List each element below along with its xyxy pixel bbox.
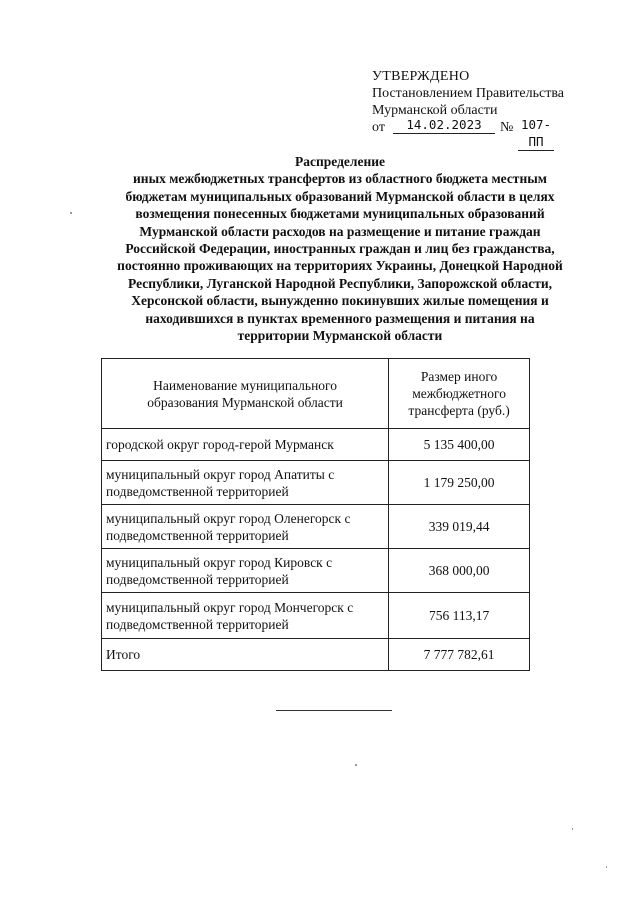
approval-number: 107-ПП — [518, 116, 554, 151]
scan-speck — [355, 764, 357, 766]
number-prefix: № — [500, 120, 514, 135]
document-title — [80, 153, 600, 344]
title-line: Российской Федерации, иностранных граждан и лиц без гражданства, — [125, 241, 555, 257]
amount-cell: 5 135 400,00 — [389, 429, 530, 461]
municipality-cell: городской округ город-герой Мурманск — [102, 429, 389, 461]
scan-speck — [606, 866, 607, 868]
title-line: Распределение — [294, 154, 386, 169]
scan-speck — [70, 212, 72, 214]
title-line: постоянно проживающих на территориях Украины, Донецкой Народной — [117, 258, 563, 274]
table-row — [102, 593, 530, 639]
municipality-cell: муниципальный округ город Апатиты с подведомственной территорией — [102, 461, 389, 505]
title-line: иных межбюджетных трансфертов из областного бюджета местным — [133, 171, 547, 187]
title-line: находившихся в пунктах временного размещения и питания на — [145, 310, 535, 326]
table-total-row — [102, 639, 530, 671]
title-line: возмещения понесенных бюджетами муниципальных образований — [135, 206, 545, 222]
table-row — [102, 505, 530, 549]
amount-cell: 339 019,44 — [389, 505, 530, 549]
column-header-municipality: Наименование муниципального образования Мурманской области — [102, 359, 389, 429]
amount-cell: 368 000,00 — [389, 549, 530, 593]
column-header-amount: Размер иного межбюджетного трансферта (руб.) — [389, 359, 530, 429]
table-row — [102, 429, 530, 461]
approval-status: УТВЕРЖДЕНО — [372, 69, 470, 84]
title-line: бюджетам муниципальных образований Мурманской области в целях — [125, 188, 555, 204]
total-label: Итого — [102, 639, 389, 671]
title-line: Мурманской области расходов на размещение и питание граждан — [139, 223, 541, 239]
municipality-cell: муниципальный округ город Мончегорск с подведомственной территорией — [102, 593, 389, 639]
approval-authority: Постановлением Правительства — [372, 86, 564, 101]
municipality-cell: муниципальный округ город Кировск с подведомственной территорией — [102, 549, 389, 593]
title-line: Херсонской области, вынужденно покинувших жилые помещения и — [131, 293, 549, 309]
municipality-cell: муниципальный округ город Оленегорск с подведомственной территорией — [102, 505, 389, 549]
approval-date-line — [372, 117, 564, 149]
table-row — [102, 549, 530, 593]
approval-date: 14.02.2023 — [393, 116, 495, 134]
title-line: территории Мурманской области — [237, 328, 443, 344]
total-amount: 7 777 782,61 — [389, 639, 530, 671]
table-row — [102, 461, 530, 505]
amount-cell: 1 179 250,00 — [389, 461, 530, 505]
approval-region: Мурманской области — [372, 103, 498, 118]
closing-rule — [276, 710, 392, 711]
distribution-table — [101, 358, 530, 671]
table-header-row — [102, 359, 530, 429]
date-prefix: от — [372, 120, 385, 135]
amount-cell: 756 113,17 — [389, 593, 530, 639]
title-line: Республики, Луганской Народной Республики, Запорожской области, — [128, 275, 552, 291]
approval-stamp — [372, 68, 564, 149]
scan-speck — [572, 828, 573, 830]
